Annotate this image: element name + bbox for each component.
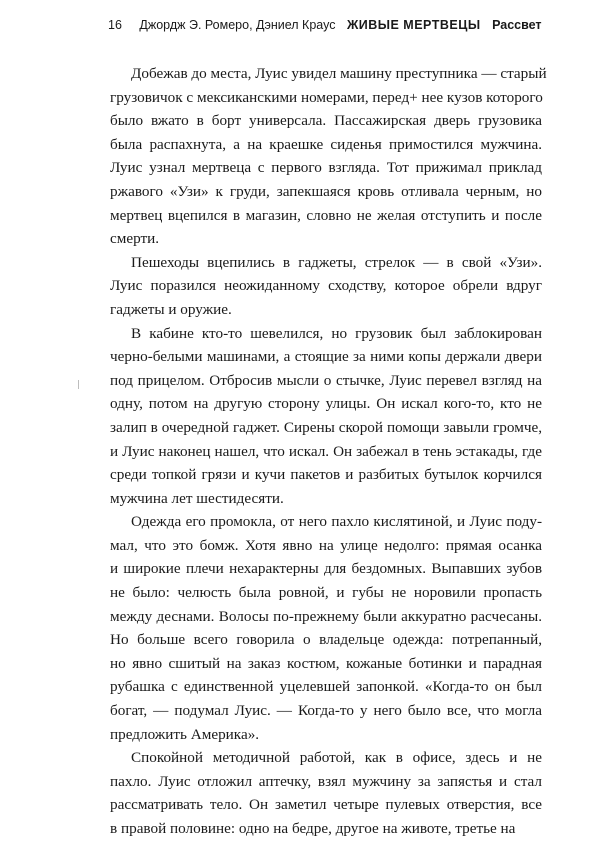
paragraph — [110, 510, 542, 746]
text-line: среди топкой грязи и кучи пакетов и разбитых бутылок корчился — [110, 466, 542, 484]
text-line: мал, что это бомж. Хотя явно на улице недолго: прямая осанка — [110, 536, 542, 554]
text-line: одну, потом на другую сторону улицы. Он искал кого-то, кто не — [110, 395, 542, 413]
text-line: мертвец вцепился в магазин, словно не желая отступить и после — [110, 206, 542, 224]
book-title: ЖИВЫЕ МЕРТВЕЦЫ — [346, 18, 481, 32]
text-line: было вжато в борт универсала. Пассажирская дверь грузовика — [110, 112, 542, 130]
paragraph — [110, 746, 542, 840]
text-line: Луис узнал мертвеца с первого взгляда. Тот прижимал приклад — [110, 159, 542, 177]
text-line: и Луис наконец нашел, что искал. Он забежал в тень эстакады, где — [110, 442, 542, 460]
paragraph — [110, 251, 542, 322]
text-line: в правой половине: одно на бедре, другое на животе, третье на — [110, 820, 516, 837]
text-line: не было: челюсть была ровной, и губы не норовили пропасть — [110, 584, 542, 602]
text-line: В кабине кто-то шевелился, но грузовик был заблокирован — [131, 324, 542, 342]
authors: Джордж Э. Ромеро, Дэниел Краус — [139, 18, 336, 32]
text-line: ржавого «Узи» к груди, запекшаяся кровь отливала черным, но — [110, 182, 542, 200]
text-line: залип в очередной гаджет. Сирены скорой помощи завыли громче, — [110, 418, 542, 436]
text-line: черно-белыми машинами, а стоящие за ними копы держали двери — [110, 348, 542, 366]
text-line: пахло. Луис отложил аптечку, взял мужчину за запястья и стал — [110, 772, 542, 790]
text-line: грузовичок с мексиканскими номерами, перед+ нее кузов которого — [110, 88, 543, 106]
text-line: предложить Америка». — [110, 725, 260, 743]
text-line: мужчина лет шестидесяти. — [110, 489, 284, 507]
text-line: и широкие плечи нехарактерны для бездомных. Выпавших зубов — [110, 560, 542, 578]
chapter-title: Рассвет — [492, 18, 542, 32]
text-line: рассматривать тело. Он заметил четыре пулевых отверстия, все — [110, 796, 542, 814]
text-line: но явно сшитый на заказ костюм, кожаные ботинки и парадная — [110, 654, 542, 672]
text-line: между деснами. Волосы по-прежнему были аккуратно расчесаны. — [110, 607, 542, 625]
margin-mark — [78, 380, 79, 389]
text-line: Одежда его промокла, от него пахло кислятиной, и Луис поду- — [131, 513, 542, 531]
page-number: 16 — [108, 18, 122, 32]
text-line: была распахнута, а на краешке сиденья примостился мужчина. — [110, 135, 542, 153]
text-line: под прицелом. Отбросив мысли о стычке, Луис перевел взгляд на — [110, 371, 542, 389]
text-line: гаджеты и оружие. — [110, 300, 232, 318]
text-line: богат, — подумал Луис. — Когда-то у него было все, что могла — [110, 702, 542, 720]
paragraph — [110, 62, 547, 251]
paragraph — [110, 322, 542, 511]
text-line: Добежав до места, Луис увидел машину преступника — старый — [131, 65, 547, 82]
text-line: смерти. — [110, 230, 160, 248]
text-line: Спокойной методичной работой, как в офисе, здесь и не — [131, 749, 542, 767]
text-line: Пешеходы вцепились в гаджеты, стрелок — в свой «Узи». — [131, 253, 542, 271]
running-head — [108, 14, 548, 36]
text-line: Но больше всего говорила о владельце одежда: потрепанный, — [110, 631, 542, 649]
text-line: рубашка с единственной уцелевшей запонкой. «Когда-то он был — [110, 678, 542, 696]
page-body — [110, 62, 547, 841]
text-line: Луис поразился неожиданному сходству, которое обрели вдруг — [110, 277, 542, 295]
